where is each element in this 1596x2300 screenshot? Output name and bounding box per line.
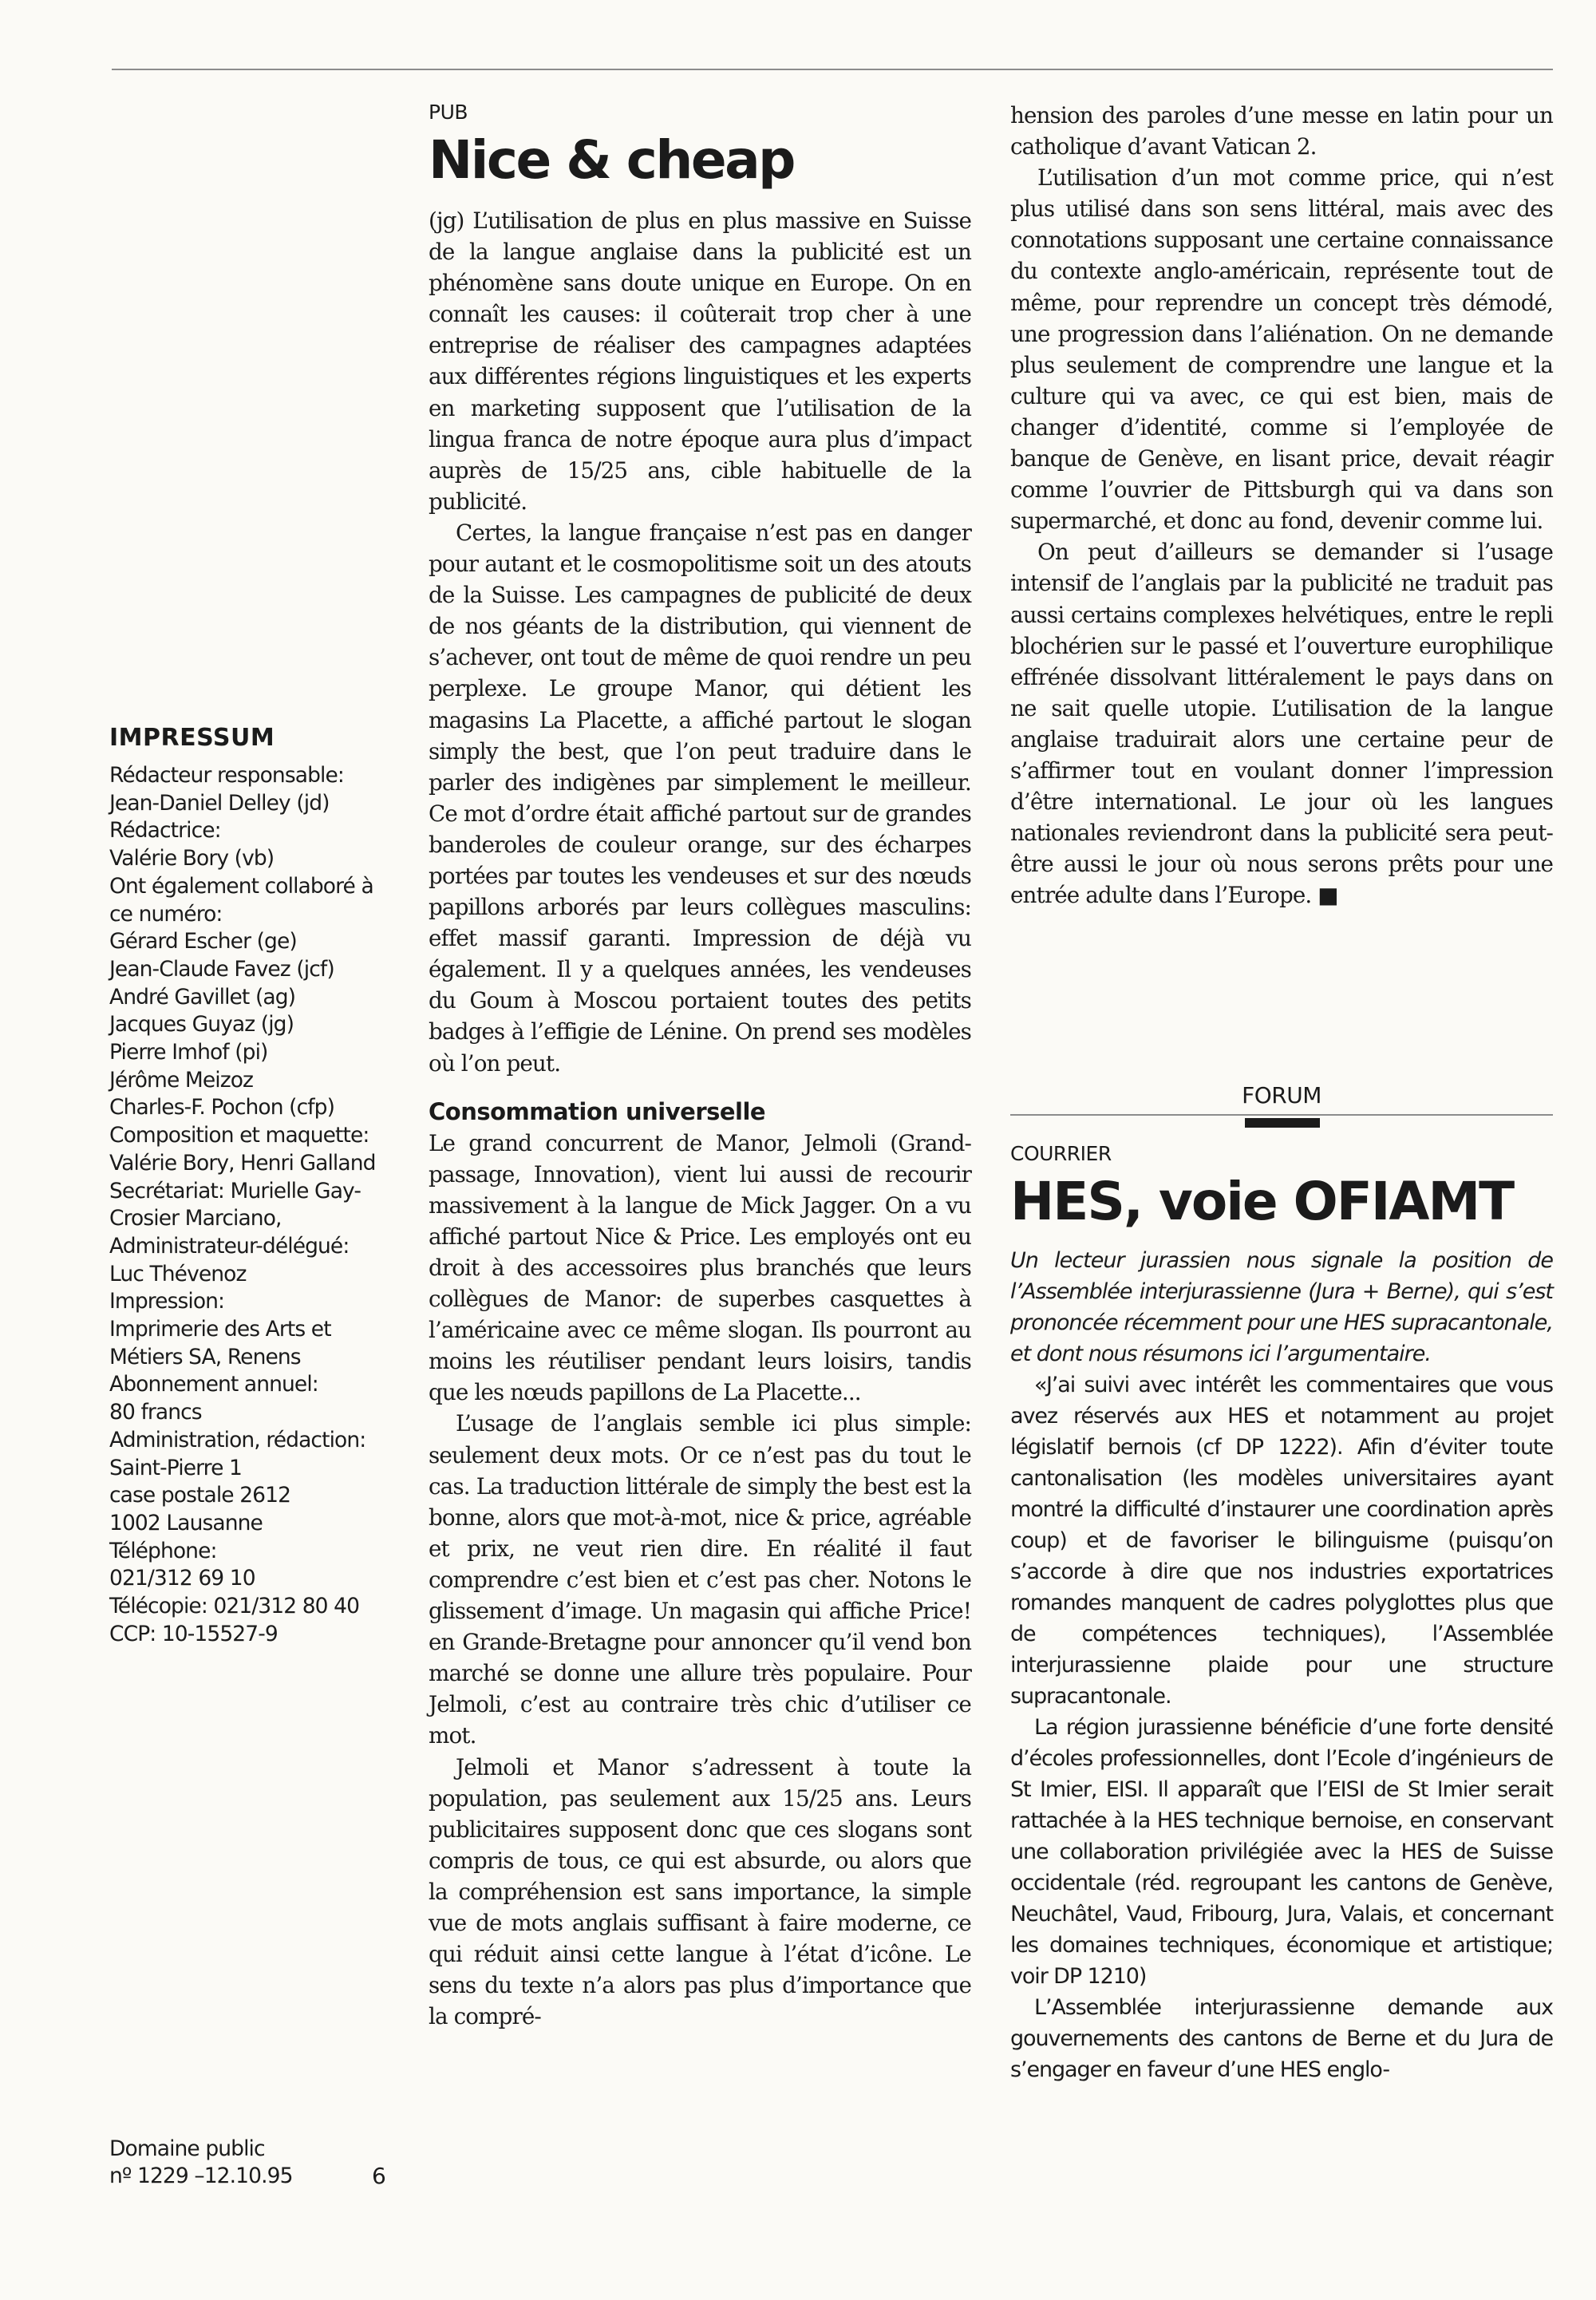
impressum-line: Charles-F. Pochon (cfp)	[109, 1095, 335, 1120]
impressum-line: Jean-Claude Favez (jcf)	[109, 956, 334, 982]
impressum-line: Composition et maquette:	[109, 1123, 369, 1148]
impressum-line: Métiers SA, Renens	[109, 1344, 301, 1369]
paragraph: (jg) L’utilisation de plus en plus massive en Suisse de la langue anglaise dans la publicité est un phénomène sans doute unique en Europe. On en connaît les causes: il coûterait trop cher à une entreprise de réaliser des campagnes adaptées aux différentes régions linguistiques et les experts en marketing supposent que l’utilisation de la lingua franca de notre époque aura plus d’impact auprès de 15/25 ans, cible habituelle de la publicité.	[429, 207, 971, 515]
impressum-line: Imprimerie des Arts et	[109, 1317, 331, 1342]
impressum-line: Jean-Daniel Delley (jd)	[109, 790, 330, 816]
impressum-line: Luc Thévenoz	[109, 1261, 247, 1286]
paragraph: On peut d’ailleurs se demander si l’usage intensif de l’anglais par la publicité ne traduit pas aussi certains complexes helvétiques, entre le repli blochérien sur le passé et l’ouverture europhilique effrénée dissolvant littéralement le pays dans on ne sait quelle utopie. L’utilisation de la langue anglaise traduirait alors une certaine peur de s’affirmer tout en voulant donner l’impression d’être international. Le jour où les langues nationales reviendront dans la publicité sera peut-être aussi le jour où nous serons prêts pour une entrée adulte dans l’Europe. ■	[1010, 539, 1553, 909]
paragraph: Jelmoli et Manor s’adressent à toute la population, pas seulement aux 15/25 ans. Leurs publicitaires supposent donc que ces slogans sont compris de tous, ce qui est absurde, ou alors que la compréhension est sans importance, la simple vue de mots anglais suffisant à faire moderne, ce qui réduit ainsi cette langue à l’état d’icône. Le sens du texte n’a alors pas plus d’importance que la compré-	[429, 1753, 971, 2030]
paragraph: La région jurassienne bénéficie d’une forte densité d’écoles professionnelles, dont l’Ecole d’ingénieurs de St Imier, EISI. Il apparaît que l’EISI de St Imier serait rattachée à la HES technique bernoise, en conservant une collaboration privilégiée avec la HES de Suisse occidentale (réd. regroupant les cantons de Genève, Neuchâtel, Vaud, Fribourg, Jura, Valais, et concernant les domaines techniques, économique et artistique; voir DP 1210)	[1010, 1715, 1553, 1989]
impressum-line: CCP: 10-15527-9	[109, 1621, 278, 1646]
article-body	[429, 205, 971, 2032]
subheading: Consommation universelle	[429, 1097, 766, 1125]
article-kicker: COURRIER	[1010, 1142, 1112, 1165]
impressum-line: Administrateur-délégué:	[109, 1233, 350, 1259]
impressum-line: Rédacteur responsable:	[109, 763, 344, 788]
article-body-continued	[1010, 100, 1553, 911]
impressum-line: ce numéro:	[109, 901, 223, 927]
paragraph: L’Assemblée interjurassienne demande aux gouvernements des cantons de Berne et du Jura de s’engager en faveur d’une HES englo-	[1010, 1995, 1553, 2082]
article-lead: Un lecteur jurassien nous signale la position de l’Assemblée interjurassienne (Jura + Berne), qui s’est prononcée récemment pour une HES supracantonale, et dont nous résumons ici l’argumentaire.	[1010, 1248, 1553, 1366]
impressum-line: Saint-Pierre 1	[109, 1455, 242, 1480]
impressum-line: case postale 2612	[109, 1483, 291, 1508]
impressum-title: IMPRESSUM	[109, 724, 275, 752]
impressum-line: Pierre Imhof (pi)	[109, 1040, 268, 1065]
impressum-line: 021/312 69 10	[109, 1566, 255, 1591]
footer	[109, 2136, 397, 2190]
paragraph: Le grand concurrent de Manor, Jelmoli (Grand-passage, Innovation), vient lui aussi de recourir massivement à la langue de Mick Jagger. On a vu affiché partout Nice & Price. Les employés ont eu droit à des accessoires plus branchés que leurs collègues de Manor: de superbes casquettes à l’américaine avec ce même slogan. Ils pourront au moins les réutiliser pendant leurs loisirs, tandis que les nœuds papillons de La Placette...	[429, 1129, 971, 1406]
impressum-line: Jérôme Meizoz	[109, 1067, 254, 1093]
section-label-forum: FORUM	[1242, 1082, 1321, 1109]
impressum-line: Impression:	[109, 1289, 225, 1314]
article-hes	[1010, 1141, 1553, 2085]
impressum-lines	[109, 762, 397, 1649]
page-number: 6	[372, 2163, 386, 2189]
impressum-line: 1002 Lausanne	[109, 1510, 263, 1535]
impressum-line: Valérie Bory, Henri Galland	[109, 1150, 376, 1176]
top-rule	[112, 69, 1553, 70]
article-nice-cheap-continued	[1010, 100, 1553, 911]
impressum-line: Jacques Guyaz (jg)	[109, 1012, 294, 1037]
paragraph: hension des paroles d’une messe en latin pour un catholique d’avant Vatican 2.	[1010, 102, 1553, 160]
impressum-line: Téléphone:	[109, 1538, 217, 1563]
article-title: Nice & cheap	[429, 129, 794, 191]
impressum-line: Télécopie: 021/312 80 40	[109, 1594, 360, 1619]
impressum-line: 80 francs	[109, 1400, 202, 1425]
publication-name: Domaine public	[109, 2136, 265, 2161]
article-title: HES, voie OFIAMT	[1010, 1171, 1514, 1232]
paragraph: L’utilisation d’un mot comme price, qui n’est plus utilisé dans son sens littéral, mais avec des connotations supposant une certaine connaissance du contexte anglo-américain, représente tout de même, pour reprendre un concept très démodé, une progression dans l’aliénation. On ne demande plus seulement de comprendre une langue et la culture qui va avec, ce qui est bien, mais de changer d’identité, comme si l’employée de banque de Genève, en lisant price, devait réagir comme l’ouvrier de Pittsburgh qui va dans son supermarché, et donc au fond, devenir comme lui.	[1010, 164, 1553, 535]
impressum-line: Administration, rédaction:	[109, 1427, 366, 1452]
impressum-line: Ont également collaboré à	[109, 873, 373, 899]
impressum-line: Valérie Bory (vb)	[109, 846, 275, 871]
paragraph: «J’ai suivi avec intérêt les commentaires que vous avez réservés aux HES et notamment au projet législatif bernois (cf DP 1222). Afin d’éviter toute cantonalisation (les modèles universitaires ayant montré la difficulté d’instaurer une coordination après coup) et de favoriser le bilinguisme (puisqu’on s’accorde à dire que nos industries exportatrices romandes manquent de cadres polyglottes plus que de compétences techniques), l’Assemblée interjurassienne plaide pour une structure supracantonale.	[1010, 1373, 1553, 1709]
impressum-line: Secrétariat: Murielle Gay-	[109, 1178, 361, 1203]
impressum-line: André Gavillet (ag)	[109, 984, 296, 1010]
article-kicker: PUB	[429, 101, 468, 124]
issue-date: nº 1229 –12.10.95	[109, 2164, 293, 2188]
impressum-line: Crosier Marciano,	[109, 1206, 282, 1231]
paragraph: L’usage de l’anglais semble ici plus simple: seulement deux mots. Or ce n’est pas du tout le cas. La traduction littérale de simply the best est la bonne, alors que mot-à-mot, nice & price, agréable et prix, ne veut rien dire. En réalité il faut comprendre c’est bien et c’est pas cher. Notons le glissement d’image. Un magasin qui affiche Price! en Grande-Bretagne pour annoncer qu’il vend bon marché se donne une allure très populaire. Pour Jelmoli, c’est au contraire très chic d’utiliser ce mot.	[429, 1410, 971, 1749]
article-nice-cheap	[429, 100, 971, 2032]
impressum-line: Rédactrice:	[109, 818, 221, 844]
article-body	[1010, 1369, 1553, 2085]
forum-marker-bar	[1245, 1118, 1320, 1128]
paragraph: Certes, la langue française n’est pas en danger pour autant et le cosmopolitisme soit un des atouts de la Suisse. Les campagnes de publicité de deux de nos géants de la distribution, qui viennent de s’achever, ont tout de même de quoi rendre un peu perplexe. Le groupe Manor, qui détient les magasins La Placette, a affiché partout le slogan simply the best, que l’on peut traduire dans le parler des indigènes par simplement le meilleur. Ce mot d’ordre était affiché partout sur de grandes banderoles de couleur orange, sur des écharpes portées par toutes les vendeuses et sur des nœuds papillons arborés par leurs collègues masculins: effet massif garanti. Impression de déjà vu également. Il y a quelques années, les vendeuses du Goum à Moscou portaient toutes des petits badges à l’effigie de Lénine. On prend ses modèles où l’on peut.	[429, 519, 971, 1077]
impressum-line: Abonnement annuel:	[109, 1372, 318, 1397]
forum-rule	[1010, 1114, 1553, 1116]
impressum-line: Gérard Escher (ge)	[109, 929, 297, 954]
impressum	[109, 722, 397, 1649]
